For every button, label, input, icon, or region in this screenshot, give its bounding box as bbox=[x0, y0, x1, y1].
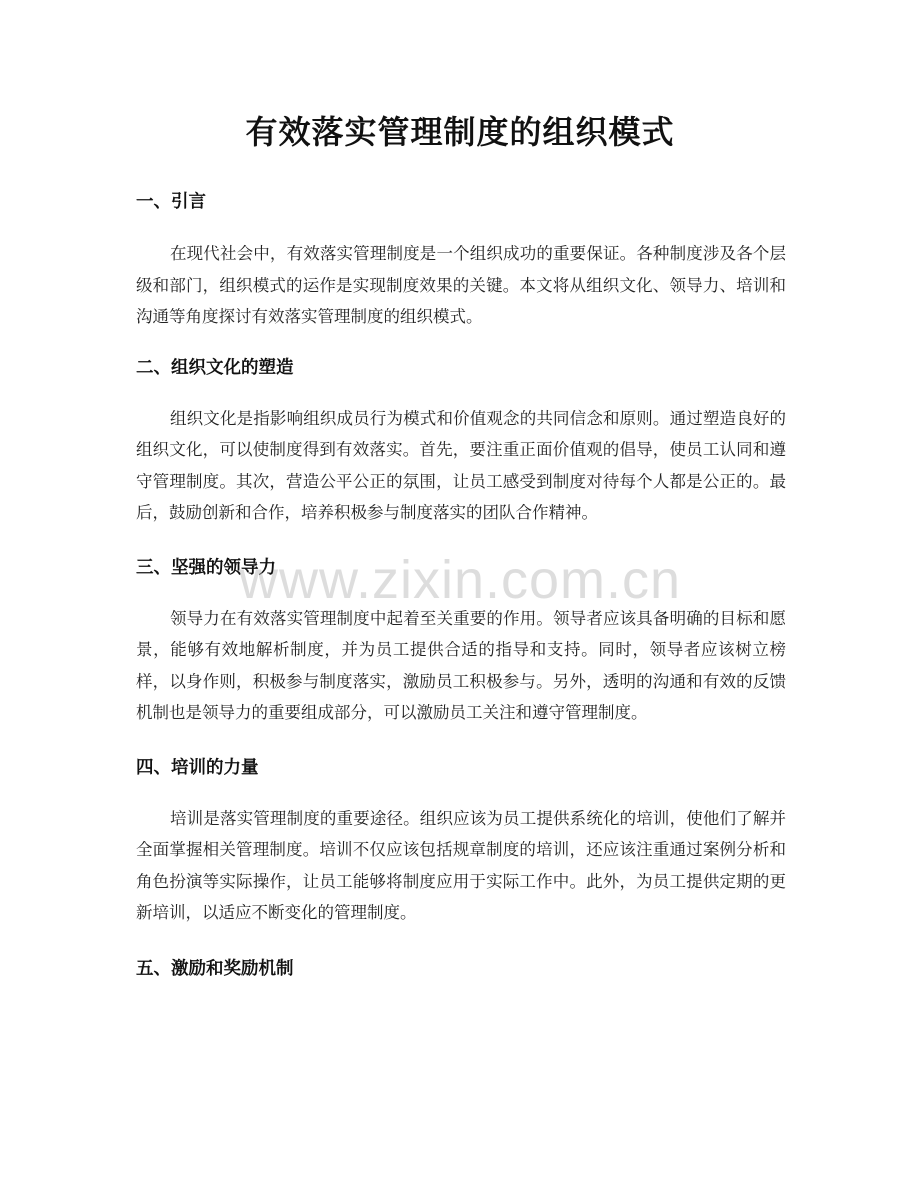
section-paragraph-introduction: 在现代社会中，有效落实管理制度是一个组织成功的重要保证。各种制度涉及各个层级和部门，组织模式的运作是实现制度效果的关键。本文将从组织文化、领导力、培训和沟通等角度探讨有效落实管理制度的组织模式。 bbox=[136, 244, 786, 326]
section-heading-introduction: 一、引言 bbox=[136, 192, 206, 212]
section-heading-incentives: 五、激励和奖励机制 bbox=[136, 958, 294, 979]
document-title: 有效落实管理制度的组织模式 bbox=[245, 113, 675, 151]
section-heading-culture: 二、组织文化的塑造 bbox=[136, 357, 294, 378]
section-paragraph-leadership: 领导力在有效落实管理制度中起着至关重要的作用。领导者应该具备明确的目标和愿景，能够有效地解析制度，并为员工提供合适的指导和支持。同时，领导者应该树立榜样，以身作则，积极参与制度落实，激励员工积极参与。另外，透明的沟通和有效的反馈机制也是领导力的重要组成部分，可以激励员工关注和遵守管理制度。 bbox=[136, 608, 786, 722]
section-paragraph-culture: 组织文化是指影响组织成员行为模式和价值观念的共同信念和原则。通过塑造良好的组织文化，可以使制度得到有效落实。首先，要注重正面价值观的倡导，使员工认同和遵守管理制度。其次，营造公平公正的氛围，让员工感受到制度对待每个人都是公正的。最后，鼓励创新和合作，培养积极参与制度落实的团队合作精神。 bbox=[136, 408, 786, 522]
document-body bbox=[136, 186, 786, 985]
watermark-text: www.zixin.com.cn bbox=[238, 550, 682, 610]
section-paragraph-training: 培训是落实管理制度的重要途径。组织应该为员工提供系统化的培训，使他们了解并全面掌握相关管理制度。培训不仅应该包括规章制度的培训，还应该注重通过案例分析和角色扮演等实际操作，让员工能够将制度应用于实际工作中。此外，为员工提供定期的更新培训，以适应不断变化的管理制度。 bbox=[136, 808, 786, 922]
section-heading-leadership: 三、坚强的领导力 bbox=[136, 557, 276, 578]
section-heading-training: 四、培训的力量 bbox=[136, 757, 259, 778]
